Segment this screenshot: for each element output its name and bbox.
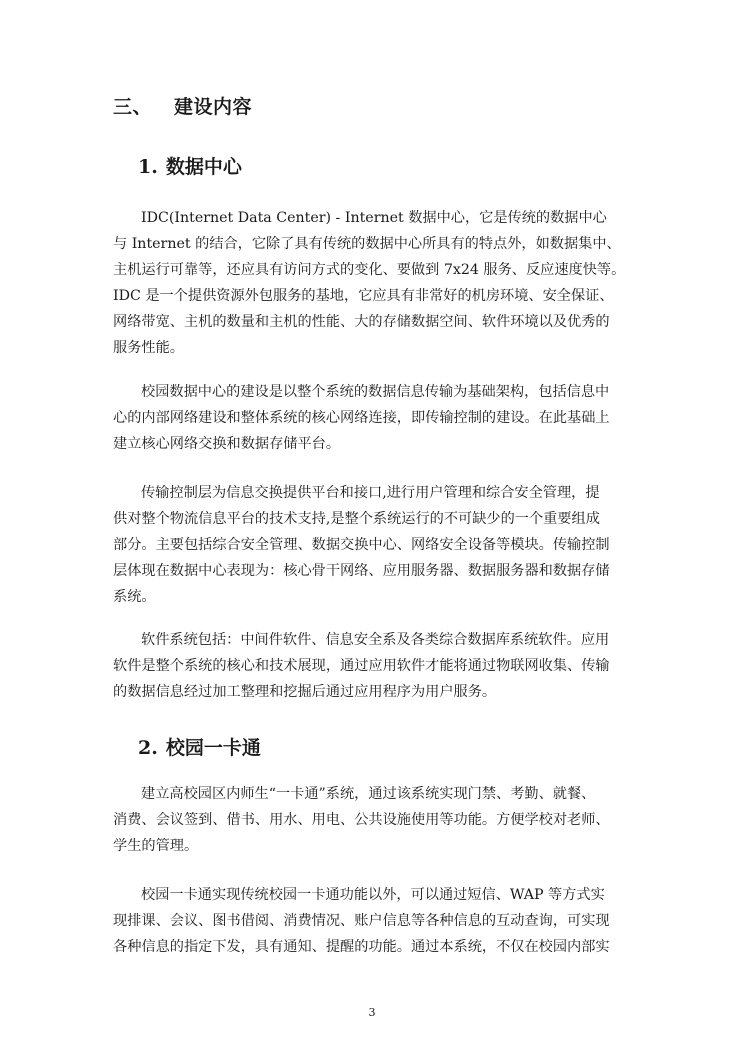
paragraph-transport-control (113, 480, 633, 610)
text-line: 系统。 (113, 589, 156, 605)
section-number: 三、 (113, 96, 153, 118)
subsection-title: 数据中心 (165, 156, 242, 178)
text-line: 层体现在数据中心表现为：核心骨干网络、应用服务器、数据服务器和数据存储 (113, 563, 610, 579)
text-line: 现排课、会议、图书借阅、消费情况、账户信息等各种信息的互动查询，可实现 (113, 913, 610, 929)
subsection-number: 2. (138, 737, 158, 759)
text-line: 传输控制层为信息交换提供平台和接口,进行用户管理和综合安全管理，提 (141, 485, 600, 501)
text-line: 校园一卡通实现传统校园一卡通功能以外，可以通过短信、WAP 等方式实 (141, 887, 605, 903)
text-line: 供对整个物流信息平台的技术支持,是整个系统运行的不可缺少的一个重要组成 (113, 511, 600, 527)
text-line: 校园数据中心的建设是以整个系统的数据信息传输为基础架构，包括信息中 (141, 384, 610, 400)
text-line: IDC 是一个提供资源外包服务的基地，它应具有非常好的机房环境、安全保证、 (113, 288, 614, 304)
paragraph-software-system (113, 627, 633, 705)
text-line: 网络带宽、主机的数量和主机的性能、大的存储数据空间、软件环境以及优秀的 (113, 314, 610, 330)
text-line: 各种信息的指定下发，具有通知、提醒的功能。通过本系统，不仅在校园内部实 (113, 939, 610, 955)
text-line: IDC(Internet Data Center) - Internet 数据中心，它是传统的数据中心 (141, 210, 607, 226)
section-heading (113, 92, 252, 119)
text-line: 消费、会议签到、借书、用水、用电、公共设施使用等功能。方便学校对老师、 (113, 812, 610, 828)
subsection-number: 1. (138, 156, 158, 178)
text-line: 主机运行可靠等，还应具有访问方式的变化、要做到 7x24 服务、反应速度快等。 (113, 262, 626, 278)
text-line: 软件系统包括：中间件软件、信息安全系及各类综合数据库系统软件。应用 (141, 632, 610, 648)
text-line: 软件是整个系统的核心和技术展现，通过应用软件才能将通过物联网收集、传输 (113, 658, 610, 674)
subsection-heading-data-center (138, 152, 242, 179)
subsection-heading-campus-card (138, 733, 261, 760)
paragraph-campus-data-center (113, 379, 633, 457)
subsection-title: 校园一卡通 (165, 737, 261, 759)
text-line: 服务性能。 (113, 340, 184, 356)
text-line: 学生的管理。 (113, 838, 199, 854)
text-line: 建立核心网络交换和数据存储平台。 (113, 436, 341, 452)
paragraph-idc (113, 205, 633, 361)
paragraph-card-system (113, 781, 633, 859)
section-title: 建设内容 (174, 96, 253, 118)
text-line: 与 Internet 的结合，它除了具有传统的数据中心所具有的特点外，如数据集中、 (113, 236, 621, 252)
text-line: 的数据信息经过加工整理和挖掘后通过应用程序为用户服务。 (113, 684, 497, 700)
text-line: 部分。主要包括综合安全管理、数据交换中心、网络安全设备等模块。传输控制 (113, 537, 610, 553)
text-line: 心的内部网络建设和整体系统的核心网络连接，即传输控制的建设。在此基础上 (113, 410, 610, 426)
text-line: 建立高校园区内师生“一卡通”系统，通过该系统实现门禁、考勤、就餐、 (141, 786, 596, 802)
page-number: 3 (368, 1006, 376, 1019)
paragraph-card-features (113, 882, 633, 960)
